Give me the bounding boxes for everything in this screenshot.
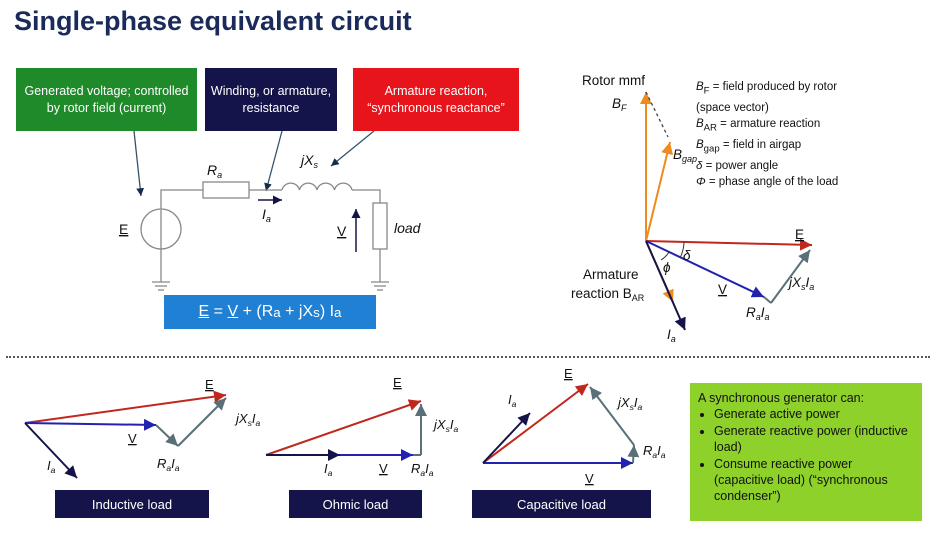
ia-label: $I_a$ <box>262 206 271 224</box>
armature-pointer <box>331 131 374 166</box>
svg-text:Ia: $I_a$ <box>508 392 517 409</box>
generator-list <box>698 406 914 504</box>
v-label: V <box>337 223 347 239</box>
svg-text:V: V <box>585 471 594 486</box>
bgap-label: $B_{gap}$ <box>673 147 698 164</box>
svg-text:RaIa: $R_aI_a$ <box>643 443 666 460</box>
jxs-label: $jX_s$ <box>301 152 318 170</box>
legend-row-phi: Φ = phase angle of the load <box>696 175 839 188</box>
svg-text:jXsIa: $jX_sI_a$ <box>236 411 261 428</box>
section-divider <box>6 356 930 358</box>
svg-text:Ia: $I_a$ <box>47 458 56 475</box>
svg-text:Ia: $I_a$ <box>324 461 333 478</box>
winding-pointer <box>266 131 282 191</box>
wire-left-top <box>161 190 203 209</box>
ra-label: $R_a$ <box>207 162 223 180</box>
ohmic-phasors <box>266 401 421 455</box>
phasor-jxsia-label: $jX_sI_a$ <box>789 275 815 292</box>
legend-row-delta: δ = power angle <box>696 159 779 172</box>
svg-text:RaIa: $R_aI_a$ <box>157 456 180 473</box>
legend-row-space-vector: (space vector) <box>696 101 769 114</box>
capacitive-load-label: Capacitive load <box>472 490 651 518</box>
load-label: load <box>394 220 421 236</box>
svg-text:E: E <box>205 377 214 392</box>
svg-text:V: V <box>379 461 388 476</box>
phasor-e-label: E <box>795 227 805 242</box>
ohmic-load-label: Ohmic load <box>289 490 422 518</box>
svg-text:jXsIa: $jX_sI_a$ <box>434 417 459 434</box>
e-vector <box>646 241 812 245</box>
list-item: • Generate active power <box>714 406 914 422</box>
svg-text:jXsIa: $jX_sI_a$ <box>618 395 643 412</box>
generated-pointer <box>134 131 141 196</box>
rotor-mmf-label: Rotor mmf <box>582 73 646 88</box>
ia-vector <box>646 241 685 330</box>
legend-row-bf: $B_F$ = field produced by rotor <box>696 81 838 97</box>
resistor <box>203 182 249 198</box>
page-title: Single-phase equivalent circuit <box>14 6 412 36</box>
capacitive-phasors <box>483 384 634 463</box>
svg-text:E: E <box>564 366 573 381</box>
phasor-ia-label: $I_a$ <box>667 327 676 344</box>
list-item: • Consume reactive power (capacitive load) (“synchronous condenser”) <box>714 456 914 505</box>
armature-label-2: reaction $B_{AR}$ <box>571 286 645 303</box>
circuit-equation: E = V + (R a + jX s ) I a <box>164 295 376 329</box>
svg-text:E: E <box>393 375 402 390</box>
svg-text:V: V <box>128 431 137 446</box>
raia-vector <box>764 297 771 303</box>
e-label: E <box>119 221 129 237</box>
bf-label: $B_F$ <box>612 96 627 113</box>
load-resistor <box>373 203 387 249</box>
legend-row-bar: $B_{AR}$ = armature reaction <box>696 118 821 134</box>
bar-dashed <box>646 92 668 137</box>
phi-label: ϕ <box>663 260 671 275</box>
generator-heading: A synchronous generator can: <box>698 391 865 405</box>
inductive-labels <box>47 377 260 475</box>
inductive-load-label: Inductive load <box>55 490 209 518</box>
svg-text:RaIa: $R_aI_a$ <box>411 461 434 478</box>
generator-capabilities <box>690 383 922 521</box>
bgap-vector <box>646 142 670 241</box>
ohmic-labels <box>324 375 458 478</box>
armature-reaction-text: Armature reaction, “synchronous reactance” <box>367 83 505 115</box>
phasor-v-label: V <box>718 282 728 297</box>
armature-label-1: Armature <box>583 267 639 282</box>
wire-right <box>352 190 380 203</box>
circuit-labels <box>119 152 422 239</box>
phasor-legend <box>696 79 838 190</box>
delta-label: δ <box>683 248 691 263</box>
inductor <box>282 183 352 190</box>
legend-row-bgap: $B_{gap}$ = field in airgap <box>696 138 802 155</box>
generated-voltage-text: Generated voltage; controlled by rotor field (current) <box>24 83 189 115</box>
list-item: • Generate reactive power (inductive load) <box>714 423 914 456</box>
winding-resistance-text: Winding, or armature, resistance <box>210 83 332 115</box>
phasor-raia-label: $R_aI_a$ <box>746 305 770 322</box>
